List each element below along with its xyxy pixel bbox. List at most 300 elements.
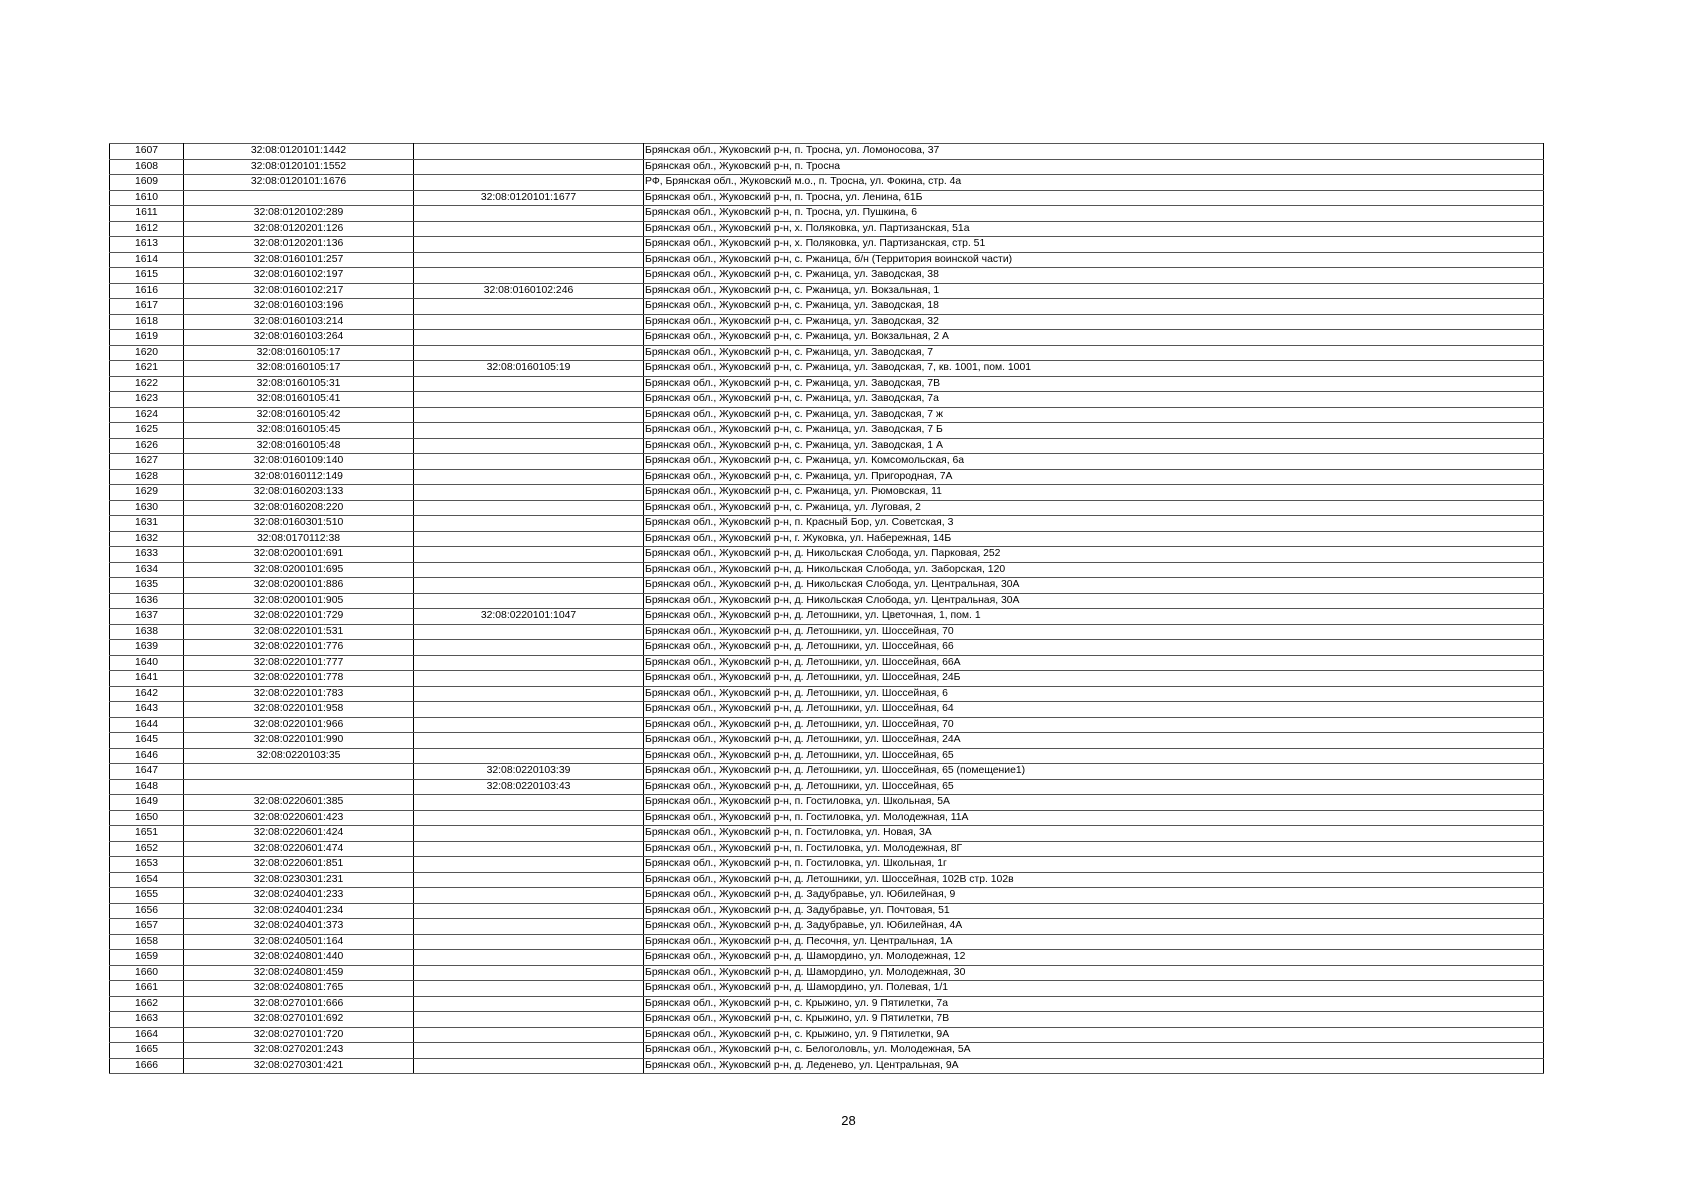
address-cell: Брянская обл., Жуковский р-н, п. Тросна, ул. Пушкина, 6 [644, 206, 1544, 222]
page-number: 28 [841, 1113, 856, 1128]
address-cell: Брянская обл., Жуковский р-н, п. Гостиловка, ул. Молодежная, 11А [644, 810, 1544, 826]
address-cell: Брянская обл., Жуковский р-н, п. Красный Бор, ул. Советская, 3 [644, 516, 1544, 532]
address-cell: Брянская обл., Жуковский р-н, с. Ржаница, ул. Заводская, 32 [644, 314, 1544, 330]
address-cell: Брянская обл., Жуковский р-н, с. Ржаница, ул. Комсомольская, 6а [644, 454, 1544, 470]
table-row [110, 268, 1544, 284]
cadastral-number-cell: 32:08:0160103:196 [184, 299, 414, 315]
table-row [110, 795, 1544, 811]
address-cell: Брянская обл., Жуковский р-н, с. Ржаница, ул. Луговая, 2 [644, 500, 1544, 516]
cadastral-number-cell: 32:08:0220103:35 [184, 748, 414, 764]
address-cell: Брянская обл., Жуковский р-н, д. Летошники, ул. Шоссейная, 66А [644, 655, 1544, 671]
table-row [110, 609, 1544, 625]
address-cell: Брянская обл., Жуковский р-н, д. Никольская Слобода, ул. Парковая, 252 [644, 547, 1544, 563]
address-cell: Брянская обл., Жуковский р-н, д. Летошники, ул. Шоссейная, 65 (помещение1) [644, 764, 1544, 780]
row-number-cell: 1637 [110, 609, 184, 625]
related-cadastral-number-cell [414, 996, 644, 1012]
cadastral-number-cell: 32:08:0220101:778 [184, 671, 414, 687]
cadastral-number-cell: 32:08:0170112:38 [184, 531, 414, 547]
row-number-cell: 1665 [110, 1043, 184, 1059]
cadastral-number-cell: 32:08:0270101:692 [184, 1012, 414, 1028]
related-cadastral-number-cell: 32:08:0220101:1047 [414, 609, 644, 625]
cadastral-number-cell: 32:08:0160203:133 [184, 485, 414, 501]
cadastral-number-cell: 32:08:0220101:966 [184, 717, 414, 733]
row-number-cell: 1641 [110, 671, 184, 687]
table-row [110, 593, 1544, 609]
row-number-cell: 1628 [110, 469, 184, 485]
related-cadastral-number-cell [414, 268, 644, 284]
table-row [110, 965, 1544, 981]
row-number-cell: 1649 [110, 795, 184, 811]
table-row [110, 934, 1544, 950]
row-number-cell: 1614 [110, 252, 184, 268]
cadastral-number-cell: 32:08:0240801:765 [184, 981, 414, 997]
cadastral-number-cell: 32:08:0160208:220 [184, 500, 414, 516]
address-cell: Брянская обл., Жуковский р-н, с. Крыжино, ул. 9 Пятилетки, 9А [644, 1027, 1544, 1043]
row-number-cell: 1666 [110, 1058, 184, 1074]
row-number-cell: 1643 [110, 702, 184, 718]
cadastral-number-cell: 32:08:0270201:243 [184, 1043, 414, 1059]
related-cadastral-number-cell [414, 795, 644, 811]
cadastral-number-cell: 32:08:0160105:31 [184, 376, 414, 392]
address-cell: Брянская обл., Жуковский р-н, с. Ржаница, ул. Заводская, 7В [644, 376, 1544, 392]
address-cell: Брянская обл., Жуковский р-н, с. Крыжино, ул. 9 Пятилетки, 7В [644, 1012, 1544, 1028]
address-cell: Брянская обл., Жуковский р-н, д. Песочня, ул. Центральная, 1А [644, 934, 1544, 950]
cadastral-number-cell: 32:08:0120101:1442 [184, 144, 414, 160]
table-row [110, 454, 1544, 470]
table-row [110, 144, 1544, 160]
table-row [110, 903, 1544, 919]
related-cadastral-number-cell [414, 423, 644, 439]
cadastral-number-cell [184, 764, 414, 780]
related-cadastral-number-cell [414, 903, 644, 919]
cadastral-number-cell: 32:08:0200101:691 [184, 547, 414, 563]
related-cadastral-number-cell [414, 1043, 644, 1059]
row-number-cell: 1634 [110, 562, 184, 578]
row-number-cell: 1622 [110, 376, 184, 392]
related-cadastral-number-cell [414, 702, 644, 718]
cadastral-number-cell: 32:08:0160105:41 [184, 392, 414, 408]
address-cell: Брянская обл., Жуковский р-н, д. Летошники, ул. Шоссейная, 6 [644, 686, 1544, 702]
cadastral-number-cell: 32:08:0240401:234 [184, 903, 414, 919]
related-cadastral-number-cell: 32:08:0160105:19 [414, 361, 644, 377]
row-number-cell: 1642 [110, 686, 184, 702]
related-cadastral-number-cell [414, 640, 644, 656]
cadastral-number-cell: 32:08:0270301:421 [184, 1058, 414, 1074]
table-row [110, 779, 1544, 795]
address-cell: РФ, Брянская обл., Жуковский м.о., п. Тросна, ул. Фокина, стр. 4а [644, 175, 1544, 191]
register-table-body [110, 144, 1544, 1074]
table-row [110, 361, 1544, 377]
related-cadastral-number-cell [414, 841, 644, 857]
cadastral-number-cell: 32:08:0160112:149 [184, 469, 414, 485]
address-cell: Брянская обл., Жуковский р-н, х. Поляковка, ул. Партизанская, стр. 51 [644, 237, 1544, 253]
cadastral-number-cell: 32:08:0220101:783 [184, 686, 414, 702]
row-number-cell: 1639 [110, 640, 184, 656]
cadastral-number-cell: 32:08:0160109:140 [184, 454, 414, 470]
row-number-cell: 1659 [110, 950, 184, 966]
table-row [110, 237, 1544, 253]
table-row [110, 810, 1544, 826]
related-cadastral-number-cell [414, 578, 644, 594]
table-row [110, 314, 1544, 330]
address-cell: Брянская обл., Жуковский р-н, д. Шамордино, ул. Молодежная, 30 [644, 965, 1544, 981]
table-row [110, 330, 1544, 346]
table-row [110, 190, 1544, 206]
row-number-cell: 1620 [110, 345, 184, 361]
related-cadastral-number-cell [414, 810, 644, 826]
address-cell: Брянская обл., Жуковский р-н, с. Ржаница, ул. Рюмовская, 11 [644, 485, 1544, 501]
related-cadastral-number-cell [414, 314, 644, 330]
cadastral-number-cell: 32:08:0160105:45 [184, 423, 414, 439]
table-row [110, 655, 1544, 671]
address-cell: Брянская обл., Жуковский р-н, д. Задубравье, ул. Юбилейная, 4А [644, 919, 1544, 935]
row-number-cell: 1616 [110, 283, 184, 299]
related-cadastral-number-cell [414, 919, 644, 935]
row-number-cell: 1636 [110, 593, 184, 609]
table-row [110, 283, 1544, 299]
table-row [110, 485, 1544, 501]
row-number-cell: 1629 [110, 485, 184, 501]
row-number-cell: 1651 [110, 826, 184, 842]
address-cell: Брянская обл., Жуковский р-н, с. Ржаница, ул. Вокзальная, 1 [644, 283, 1544, 299]
related-cadastral-number-cell: 32:08:0220103:43 [414, 779, 644, 795]
table-row [110, 640, 1544, 656]
address-cell: Брянская обл., Жуковский р-н, д. Никольская Слобода, ул. Центральная, 30А [644, 593, 1544, 609]
address-cell: Брянская обл., Жуковский р-н, д. Летошники, ул. Шоссейная, 65 [644, 748, 1544, 764]
table-row [110, 175, 1544, 191]
row-number-cell: 1648 [110, 779, 184, 795]
row-number-cell: 1661 [110, 981, 184, 997]
table-row [110, 299, 1544, 315]
table-row [110, 531, 1544, 547]
table-row [110, 159, 1544, 175]
table-row [110, 562, 1544, 578]
related-cadastral-number-cell [414, 1058, 644, 1074]
row-number-cell: 1617 [110, 299, 184, 315]
related-cadastral-number-cell [414, 671, 644, 687]
address-cell: Брянская обл., Жуковский р-н, д. Летошники, ул. Шоссейная, 70 [644, 717, 1544, 733]
cadastral-number-cell: 32:08:0240801:459 [184, 965, 414, 981]
cadastral-number-cell: 32:08:0220601:474 [184, 841, 414, 857]
row-number-cell: 1627 [110, 454, 184, 470]
table-row [110, 438, 1544, 454]
row-number-cell: 1621 [110, 361, 184, 377]
address-cell: Брянская обл., Жуковский р-н, д. Никольская Слобода, ул. Заборская, 120 [644, 562, 1544, 578]
table-row [110, 686, 1544, 702]
row-number-cell: 1662 [110, 996, 184, 1012]
cadastral-number-cell: 32:08:0120201:136 [184, 237, 414, 253]
row-number-cell: 1640 [110, 655, 184, 671]
cadastral-number-cell: 32:08:0120201:126 [184, 221, 414, 237]
related-cadastral-number-cell: 32:08:0220103:39 [414, 764, 644, 780]
address-cell: Брянская обл., Жуковский р-н, д. Шамордино, ул. Молодежная, 12 [644, 950, 1544, 966]
address-cell: Брянская обл., Жуковский р-н, с. Ржаница, ул. Заводская, 7 Б [644, 423, 1544, 439]
related-cadastral-number-cell [414, 593, 644, 609]
cadastral-number-cell: 32:08:0200101:886 [184, 578, 414, 594]
table-row [110, 748, 1544, 764]
related-cadastral-number-cell [414, 438, 644, 454]
row-number-cell: 1654 [110, 872, 184, 888]
cadastral-number-cell: 32:08:0220101:776 [184, 640, 414, 656]
table-row [110, 857, 1544, 873]
related-cadastral-number-cell [414, 454, 644, 470]
row-number-cell: 1658 [110, 934, 184, 950]
address-cell: Брянская обл., Жуковский р-н, д. Задубравье, ул. Юбилейная, 9 [644, 888, 1544, 904]
related-cadastral-number-cell [414, 562, 644, 578]
address-cell: Брянская обл., Жуковский р-н, с. Ржаница, ул. Вокзальная, 2 А [644, 330, 1544, 346]
table-row [110, 423, 1544, 439]
table-row [110, 516, 1544, 532]
related-cadastral-number-cell [414, 376, 644, 392]
related-cadastral-number-cell [414, 299, 644, 315]
row-number-cell: 1608 [110, 159, 184, 175]
row-number-cell: 1623 [110, 392, 184, 408]
table-row [110, 764, 1544, 780]
related-cadastral-number-cell [414, 159, 644, 175]
table-row [110, 469, 1544, 485]
cadastral-number-cell: 32:08:0120101:1676 [184, 175, 414, 191]
cadastral-number-cell: 32:08:0270101:720 [184, 1027, 414, 1043]
table-row [110, 624, 1544, 640]
address-cell: Брянская обл., Жуковский р-н, п. Гостиловка, ул. Молодежная, 8Г [644, 841, 1544, 857]
related-cadastral-number-cell [414, 1027, 644, 1043]
related-cadastral-number-cell [414, 981, 644, 997]
related-cadastral-number-cell [414, 392, 644, 408]
related-cadastral-number-cell [414, 330, 644, 346]
row-number-cell: 1660 [110, 965, 184, 981]
table-row [110, 578, 1544, 594]
table-row [110, 1012, 1544, 1028]
address-cell: Брянская обл., Жуковский р-н, п. Тросна, ул. Ломоносова, 37 [644, 144, 1544, 160]
cadastral-number-cell: 32:08:0200101:905 [184, 593, 414, 609]
related-cadastral-number-cell [414, 717, 644, 733]
address-cell: Брянская обл., Жуковский р-н, п. Гостиловка, ул. Школьная, 1г [644, 857, 1544, 873]
related-cadastral-number-cell: 32:08:0120101:1677 [414, 190, 644, 206]
row-number-cell: 1625 [110, 423, 184, 439]
related-cadastral-number-cell [414, 748, 644, 764]
related-cadastral-number-cell [414, 547, 644, 563]
row-number-cell: 1609 [110, 175, 184, 191]
table-row [110, 1058, 1544, 1074]
related-cadastral-number-cell [414, 469, 644, 485]
related-cadastral-number-cell [414, 733, 644, 749]
related-cadastral-number-cell [414, 175, 644, 191]
table-row [110, 376, 1544, 392]
cadastral-number-cell: 32:08:0220601:385 [184, 795, 414, 811]
related-cadastral-number-cell [414, 500, 644, 516]
related-cadastral-number-cell [414, 872, 644, 888]
cadastral-number-cell: 32:08:0220101:777 [184, 655, 414, 671]
row-number-cell: 1653 [110, 857, 184, 873]
row-number-cell: 1630 [110, 500, 184, 516]
cadastral-number-cell: 32:08:0230301:231 [184, 872, 414, 888]
table-row [110, 996, 1544, 1012]
row-number-cell: 1664 [110, 1027, 184, 1043]
address-cell: Брянская обл., Жуковский р-н, с. Ржаница, ул. Пригородная, 7А [644, 469, 1544, 485]
address-cell: Брянская обл., Жуковский р-н, с. Белоголовль, ул. Молодежная, 5А [644, 1043, 1544, 1059]
row-number-cell: 1635 [110, 578, 184, 594]
address-cell: Брянская обл., Жуковский р-н, д. Задубравье, ул. Почтовая, 51 [644, 903, 1544, 919]
row-number-cell: 1612 [110, 221, 184, 237]
related-cadastral-number-cell [414, 655, 644, 671]
related-cadastral-number-cell [414, 516, 644, 532]
table-row [110, 206, 1544, 222]
address-cell: Брянская обл., Жуковский р-н, с. Ржаница, ул. Заводская, 7 [644, 345, 1544, 361]
row-number-cell: 1663 [110, 1012, 184, 1028]
related-cadastral-number-cell [414, 485, 644, 501]
row-number-cell: 1638 [110, 624, 184, 640]
related-cadastral-number-cell [414, 624, 644, 640]
cadastral-number-cell: 32:08:0160102:217 [184, 283, 414, 299]
row-number-cell: 1650 [110, 810, 184, 826]
table-row [110, 841, 1544, 857]
cadastral-number-cell: 32:08:0160103:214 [184, 314, 414, 330]
table-row [110, 500, 1544, 516]
table-row [110, 717, 1544, 733]
table-row [110, 950, 1544, 966]
related-cadastral-number-cell [414, 826, 644, 842]
cadastral-number-cell: 32:08:0220101:958 [184, 702, 414, 718]
related-cadastral-number-cell [414, 1012, 644, 1028]
cadastral-number-cell: 32:08:0160105:42 [184, 407, 414, 423]
table-row [110, 392, 1544, 408]
cadastral-number-cell: 32:08:0240501:164 [184, 934, 414, 950]
address-cell: Брянская обл., Жуковский р-н, д. Летошники, ул. Цветочная, 1, пом. 1 [644, 609, 1544, 625]
address-cell: Брянская обл., Жуковский р-н, с. Ржаница, ул. Заводская, 7, кв. 1001, пом. 1001 [644, 361, 1544, 377]
row-number-cell: 1610 [110, 190, 184, 206]
cadastral-number-cell: 32:08:0160105:17 [184, 345, 414, 361]
address-cell: Брянская обл., Жуковский р-н, п. Тросна, ул. Ленина, 61Б [644, 190, 1544, 206]
table-row [110, 1043, 1544, 1059]
address-cell: Брянская обл., Жуковский р-н, д. Никольская Слобода, ул. Центральная, 30А [644, 578, 1544, 594]
cadastral-number-cell: 32:08:0120102:289 [184, 206, 414, 222]
row-number-cell: 1633 [110, 547, 184, 563]
address-cell: Брянская обл., Жуковский р-н, д. Леденево, ул. Центральная, 9А [644, 1058, 1544, 1074]
address-cell: Брянская обл., Жуковский р-н, п. Гостиловка, ул. Новая, 3А [644, 826, 1544, 842]
table-row [110, 826, 1544, 842]
table-row [110, 702, 1544, 718]
related-cadastral-number-cell [414, 531, 644, 547]
cadastral-number-cell: 32:08:0120101:1552 [184, 159, 414, 175]
row-number-cell: 1615 [110, 268, 184, 284]
related-cadastral-number-cell: 32:08:0160102:246 [414, 283, 644, 299]
related-cadastral-number-cell [414, 888, 644, 904]
address-cell: Брянская обл., Жуковский р-н, с. Крыжино, ул. 9 Пятилетки, 7а [644, 996, 1544, 1012]
address-cell: Брянская обл., Жуковский р-н, д. Летошники, ул. Шоссейная, 102В стр. 102в [644, 872, 1544, 888]
row-number-cell: 1646 [110, 748, 184, 764]
related-cadastral-number-cell [414, 252, 644, 268]
row-number-cell: 1624 [110, 407, 184, 423]
table-row [110, 671, 1544, 687]
cadastral-number-cell: 32:08:0200101:695 [184, 562, 414, 578]
address-cell: Брянская обл., Жуковский р-н, д. Летошники, ул. Шоссейная, 65 [644, 779, 1544, 795]
table-row [110, 221, 1544, 237]
cadastral-number-cell: 32:08:0220601:851 [184, 857, 414, 873]
row-number-cell: 1655 [110, 888, 184, 904]
cadastral-number-cell: 32:08:0160301:510 [184, 516, 414, 532]
table-row [110, 888, 1544, 904]
related-cadastral-number-cell [414, 950, 644, 966]
related-cadastral-number-cell [414, 857, 644, 873]
cadastral-number-cell: 32:08:0220601:423 [184, 810, 414, 826]
related-cadastral-number-cell [414, 934, 644, 950]
address-cell: Брянская обл., Жуковский р-н, д. Летошники, ул. Шоссейная, 70 [644, 624, 1544, 640]
row-number-cell: 1632 [110, 531, 184, 547]
address-cell: Брянская обл., Жуковский р-н, д. Летошники, ул. Шоссейная, 24А [644, 733, 1544, 749]
row-number-cell: 1645 [110, 733, 184, 749]
register-table [109, 143, 1544, 1074]
row-number-cell: 1611 [110, 206, 184, 222]
related-cadastral-number-cell [414, 407, 644, 423]
related-cadastral-number-cell [414, 345, 644, 361]
cadastral-number-cell: 32:08:0160105:48 [184, 438, 414, 454]
address-cell: Брянская обл., Жуковский р-н, с. Ржаница, ул. Заводская, 38 [644, 268, 1544, 284]
address-cell: Брянская обл., Жуковский р-н, д. Летошники, ул. Шоссейная, 24Б [644, 671, 1544, 687]
table-row [110, 733, 1544, 749]
address-cell: Брянская обл., Жуковский р-н, с. Ржаница, б/н (Территория воинской части) [644, 252, 1544, 268]
cadastral-number-cell: 32:08:0240401:373 [184, 919, 414, 935]
related-cadastral-number-cell [414, 221, 644, 237]
table-row [110, 1027, 1544, 1043]
address-cell: Брянская обл., Жуковский р-н, с. Ржаница, ул. Заводская, 7а [644, 392, 1544, 408]
row-number-cell: 1626 [110, 438, 184, 454]
row-number-cell: 1619 [110, 330, 184, 346]
address-cell: Брянская обл., Жуковский р-н, п. Гостиловка, ул. Школьная, 5А [644, 795, 1544, 811]
related-cadastral-number-cell [414, 237, 644, 253]
row-number-cell: 1613 [110, 237, 184, 253]
cadastral-number-cell: 32:08:0160102:197 [184, 268, 414, 284]
row-number-cell: 1631 [110, 516, 184, 532]
address-cell: Брянская обл., Жуковский р-н, х. Поляковка, ул. Партизанская, 51а [644, 221, 1544, 237]
row-number-cell: 1656 [110, 903, 184, 919]
related-cadastral-number-cell [414, 144, 644, 160]
table-row [110, 345, 1544, 361]
cadastral-number-cell: 32:08:0220601:424 [184, 826, 414, 842]
cadastral-number-cell: 32:08:0240801:440 [184, 950, 414, 966]
row-number-cell: 1607 [110, 144, 184, 160]
row-number-cell: 1657 [110, 919, 184, 935]
cadastral-number-cell [184, 779, 414, 795]
related-cadastral-number-cell [414, 206, 644, 222]
cadastral-number-cell: 32:08:0160103:264 [184, 330, 414, 346]
cadastral-number-cell [184, 190, 414, 206]
table-row [110, 252, 1544, 268]
address-cell: Брянская обл., Жуковский р-н, п. Тросна [644, 159, 1544, 175]
cadastral-number-cell: 32:08:0220101:531 [184, 624, 414, 640]
related-cadastral-number-cell [414, 686, 644, 702]
cadastral-number-cell: 32:08:0160101:257 [184, 252, 414, 268]
address-cell: Брянская обл., Жуковский р-н, д. Шамордино, ул. Полевая, 1/1 [644, 981, 1544, 997]
address-cell: Брянская обл., Жуковский р-н, д. Летошники, ул. Шоссейная, 64 [644, 702, 1544, 718]
table-row [110, 872, 1544, 888]
cadastral-number-cell: 32:08:0270101:666 [184, 996, 414, 1012]
row-number-cell: 1652 [110, 841, 184, 857]
related-cadastral-number-cell [414, 965, 644, 981]
address-cell: Брянская обл., Жуковский р-н, с. Ржаница, ул. Заводская, 18 [644, 299, 1544, 315]
row-number-cell: 1647 [110, 764, 184, 780]
row-number-cell: 1644 [110, 717, 184, 733]
address-cell: Брянская обл., Жуковский р-н, с. Ржаница, ул. Заводская, 1 А [644, 438, 1544, 454]
table-row [110, 547, 1544, 563]
table-row [110, 981, 1544, 997]
address-cell: Брянская обл., Жуковский р-н, с. Ржаница, ул. Заводская, 7 ж [644, 407, 1544, 423]
row-number-cell: 1618 [110, 314, 184, 330]
table-row [110, 407, 1544, 423]
cadastral-number-cell: 32:08:0240401:233 [184, 888, 414, 904]
address-cell: Брянская обл., Жуковский р-н, д. Летошники, ул. Шоссейная, 66 [644, 640, 1544, 656]
cadastral-number-cell: 32:08:0220101:729 [184, 609, 414, 625]
cadastral-number-cell: 32:08:0160105:17 [184, 361, 414, 377]
